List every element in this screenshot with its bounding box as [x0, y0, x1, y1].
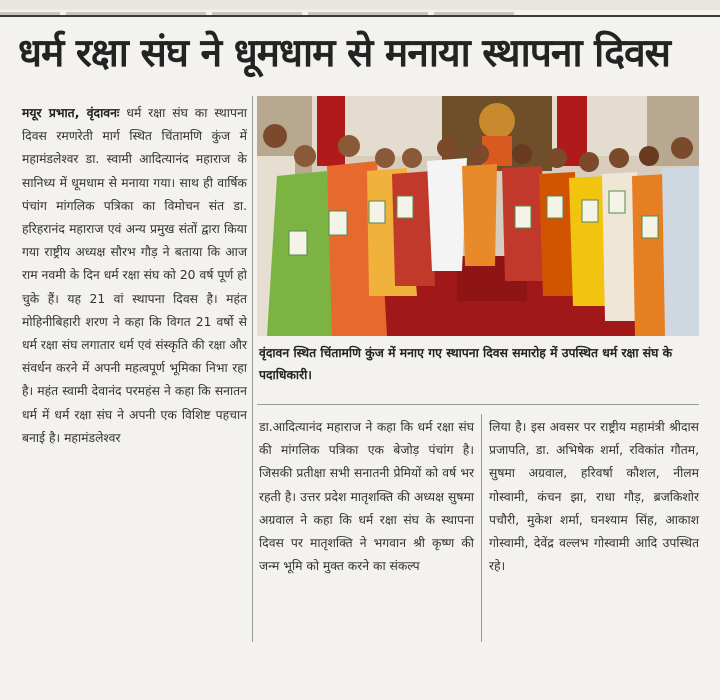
article-column-2: डा.आदित्यानंद महाराज ने कहा कि धर्म रक्षा संघ की मांगलिक पत्रिका एक बेजोड़ पंचांग है। जिसकी प्रतीक्षा सभी सनातनी प्रेमियों को वर्ष भर रहती है। उत्तर प्रदेश मातृशक्ति की अध्यक्ष सुषमा अग्रवाल ने कहा कि धर्म रक्षा संघ के स्थापना दिवस पर मातृशक्ति ने भगवान श्री कृष्ण की जन्म भूमि को मुक्त करने का संकल्प	[259, 420, 474, 574]
column-divider	[481, 414, 482, 642]
article-headline: धर्म रक्षा संघ ने धूमधाम से मनाया स्थापना दिवस	[18, 31, 671, 76]
caption-divider	[257, 404, 699, 405]
article-column-3: लिया है। इस अवसर पर राष्ट्रीय महामंत्री श्रीदास प्रजापति, डा. अभिषेक शर्मा, रविकांत गौतम, सुषमा अग्रवाल, हरिवर्षा कौशल, नीलम गोस्वामी, कंचन झा, राधा गौड़, ब्रजकिशोर पचौरी, मुकेश शर्मा, घनश्याम सिंह, आकाश गोस्वामी, देवेंद्र वल्लभ गोस्वामी आदि उपस्थित रहे।	[489, 420, 699, 574]
column-1-text: धर्म रक्षा संघ का स्थापना दिवस रमणरेती मार्ग स्थित चिंतामणि कुंज में महामंडलेश्वर डा. स्वामी आदित्यानंद महाराज के सानिध्य में धूमधाम से मनाया गया। साथ ही वार्षिक पंचांग मांगलिक पत्रिका का विमोचन संत डा. हरिहरानंद महाराज एवं अन्य प्रमुख संतों द्वारा किया गया राष्ट्रीय अध्यक्ष सौरभ गौड़ ने बताया कि आज राम नवमी के दिन धर्म रक्षा संघ को 20 वर्ष पूर्ण हो चुके हैं। यह 21 वां स्थापना दिवस है। महंत मोहिनीबिहारी शरण ने कहा कि विगत 21 वर्षो से धर्म रक्षा संघ लगातार धर्म एवं संस्कृति की रक्षा और संवर्धन करने में अपनी महत्वपूर्ण भूमिका निभा रहा है। महंत स्वामी देवानंद परमहंस ने कहा कि सनातन धर्म में धर्म रक्षा संघ ने अपनी एक विशिष्ट पहचान बनाई है। महामंडलेश्वर	[22, 106, 247, 445]
event-photo	[257, 96, 699, 336]
column-divider	[252, 96, 253, 642]
previous-article-strip	[0, 0, 720, 10]
top-rule	[0, 15, 720, 17]
photo-caption: वृंदावन स्थित चिंतामणि कुंज में मनाए गए स्थापना दिवस समारोह में उपस्थित धर्म रक्षा संघ के पदाधिकारी।	[259, 346, 673, 382]
byline: मयूर प्रभात, वृंदावनः	[22, 106, 120, 120]
article-column-1	[22, 102, 247, 450]
